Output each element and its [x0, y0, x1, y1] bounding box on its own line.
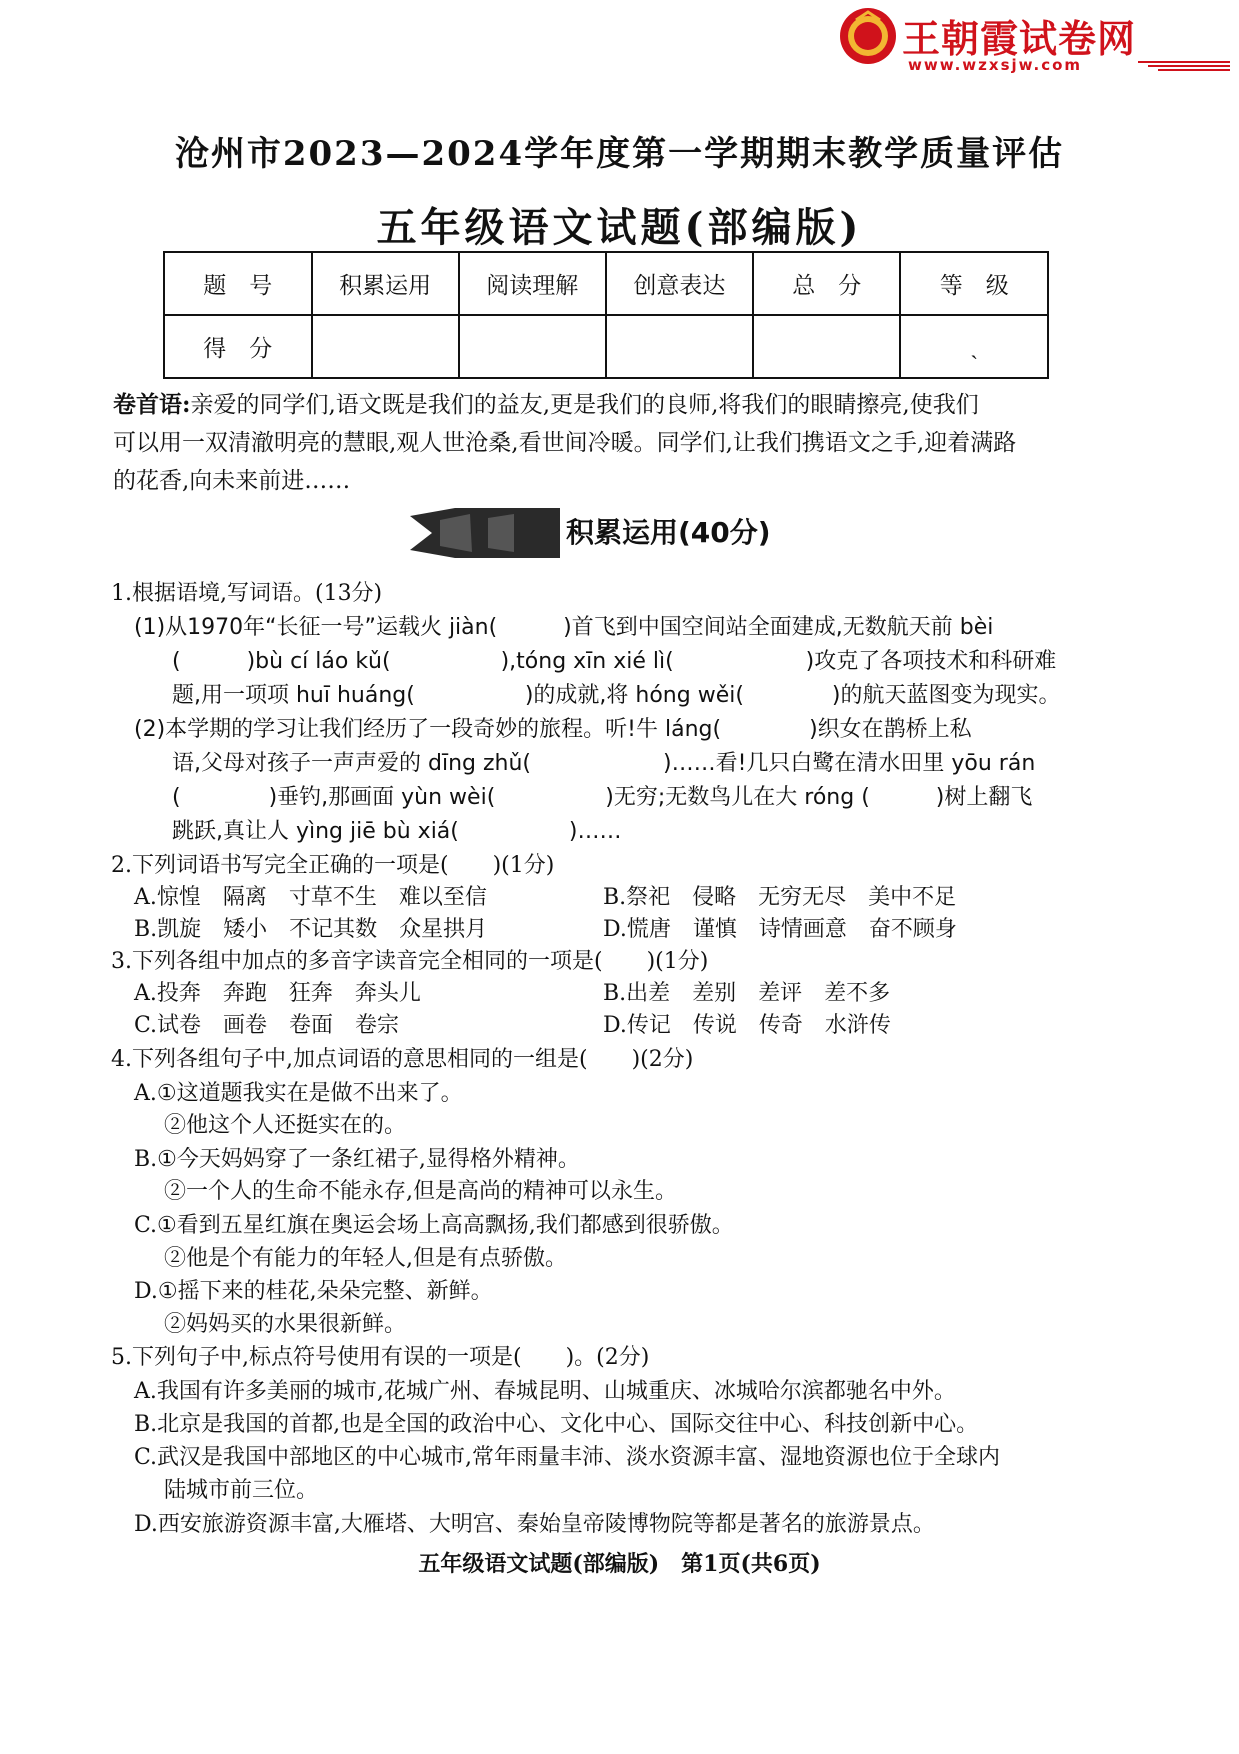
decorative-lines-icon: [1138, 60, 1230, 72]
q5-option-c1: C.武汉是我国中部地区的中心城市,常年雨量丰沛、淡水资源丰富、湿地资源也位于全球内: [134, 1445, 1001, 1470]
q1-line: ( )bù cí láo kǔ( ),tóng xīn xié lì( )攻克了各项技术和科研难: [172, 649, 1057, 674]
q4-option-a2: ②他这个人还挺实在的。: [164, 1113, 407, 1138]
exam-title: 沧州市2023—2024学年度第一学期期末教学质量评估: [174, 134, 1065, 174]
q3-option-d: D.传记 传说 传奇 水浒传: [603, 1013, 891, 1038]
q5-option-b: B.北京是我国的首都,也是全国的政治中心、文化中心、国际交往中心、科技创新中心。: [134, 1412, 979, 1437]
table-cell: 题 号: [164, 252, 312, 315]
preface-line-3: 的花香,向未来前进……: [113, 468, 351, 494]
table-cell: 创意表达: [606, 252, 753, 315]
q4-option-b1: B.①今天妈妈穿了一条红裙子,显得格外精神。: [134, 1147, 580, 1172]
preface-line-2: 可以用一双清澈明亮的慧眼,观人世沧桑,看世间冷暖。同学们,让我们携语文之手,迎着满路: [113, 430, 1017, 456]
q2-option-b: B.祭祀 侵略 无穷无尽 美中不足: [603, 885, 957, 910]
q5-option-a: A.我国有许多美丽的城市,花城广州、春城昆明、山城重庆、冰城哈尔滨都驰名中外。: [134, 1379, 956, 1404]
q4-option-d2: ②妈妈买的水果很新鲜。: [164, 1312, 407, 1337]
q1-line: ( )垂钓,那画面 yùn wèi( )无穷;无数鸟儿在大 róng ( )树上翻飞: [172, 785, 1033, 810]
q4-option-c2: ②他是个有能力的年轻人,但是有点骄傲。: [164, 1246, 567, 1271]
score-table: [163, 251, 1049, 379]
section-title: 积累运用(40分): [566, 516, 771, 549]
q3-option-c: C.试卷 画卷 卷面 卷宗: [134, 1013, 400, 1038]
q3-option-b: B.出差 差别 差评 差不多: [603, 981, 891, 1006]
q4-option-d1: D.①摇下来的桂花,朵朵完整、新鲜。: [134, 1279, 493, 1304]
table-cell: 积累运用: [312, 252, 459, 315]
q4-option-a1: A.①这道题我实在是做不出来了。: [134, 1081, 463, 1106]
preface: [113, 386, 1113, 500]
q2-option-c: B.凯旋 矮小 不记其数 众星拱月: [134, 917, 488, 942]
table-cell: ˏ: [900, 315, 1048, 378]
preface-line-1: 卷首语:亲爱的同学们,语文既是我们的益友,更是我们的良师,将我们的眼睛擦亮,使我们: [113, 391, 979, 418]
exam-subtitle: 五年级语文试题(部编版): [376, 204, 863, 251]
q4-stem: 4.下列各组句子中,加点词语的意思相同的一组是( )(2分): [111, 1047, 694, 1072]
table-cell: [753, 315, 901, 378]
preface-label: 卷首语:: [113, 391, 191, 418]
q3-option-a: A.投奔 奔跑 狂奔 奔头儿: [134, 981, 421, 1006]
table-cell: [606, 315, 753, 378]
table-cell: 总 分: [753, 252, 901, 315]
q1-line: (1)从1970年“长征一号”运载火 jiàn( )首飞到中国空间站全面建成,无数航天前 bèi: [134, 615, 994, 640]
q5-option-d: D.西安旅游资源丰富,大雁塔、大明宫、秦始皇帝陵博物院等都是著名的旅游景点。: [134, 1512, 935, 1537]
table-cell: 等 级: [900, 252, 1048, 315]
q3-stem: 3.下列各组中加点的多音字读音完全相同的一项是( )(1分): [111, 949, 709, 974]
q1-stem: 1.根据语境,写词语。(13分): [111, 581, 383, 606]
q2-option-d: D.慌唐 谨慎 诗情画意 奋不顾身: [603, 917, 957, 942]
score-table-header-row: [164, 252, 1048, 315]
score-table-score-row: [164, 315, 1048, 378]
table-cell: 阅读理解: [459, 252, 606, 315]
table-cell: 得 分: [164, 315, 312, 378]
q1-line: 跳跃,真让人 yìng jiē bù xiá( )……: [172, 819, 622, 844]
watermark-url: www.wzxsjw.com: [908, 56, 1083, 74]
q4-option-b2: ②一个人的生命不能永存,但是高尚的精神可以永生。: [164, 1179, 677, 1204]
table-cell: [459, 315, 606, 378]
q4-option-c1: C.①看到五星红旗在奥运会场上高高飘扬,我们都感到很骄傲。: [134, 1213, 734, 1238]
q1-line: 题,用一项项 huī huáng( )的成就,将 hóng wěi( )的航天蓝图变为现实。: [172, 683, 1061, 708]
watermark-name: 王朝霞试卷网: [902, 17, 1137, 61]
q1-line: (2)本学期的学习让我们经历了一段奇妙的旅程。听!牛 láng( )织女在鹊桥上私: [134, 717, 972, 742]
table-cell: [312, 315, 459, 378]
page-footer: 五年级语文试题(部编版) 第1页(共6页): [418, 1551, 821, 1577]
section-banner-icon: [410, 508, 560, 558]
q2-stem: 2.下列词语书写完全正确的一项是( )(1分): [111, 853, 555, 878]
q5-stem: 5.下列句子中,标点符号使用有误的一项是( )。(2分): [111, 1345, 650, 1370]
q1-line: 语,父母对孩子一声声爱的 dīng zhǔ( )……看!几只白鹭在清水田里 yōu rán: [172, 751, 1036, 776]
watermark: [838, 6, 1233, 84]
q5-option-c2: 陆城市前三位。: [164, 1478, 319, 1503]
seal-logo-icon: [838, 6, 898, 66]
q2-option-a: A.惊惶 隔离 寸草不生 难以至信: [134, 885, 487, 910]
